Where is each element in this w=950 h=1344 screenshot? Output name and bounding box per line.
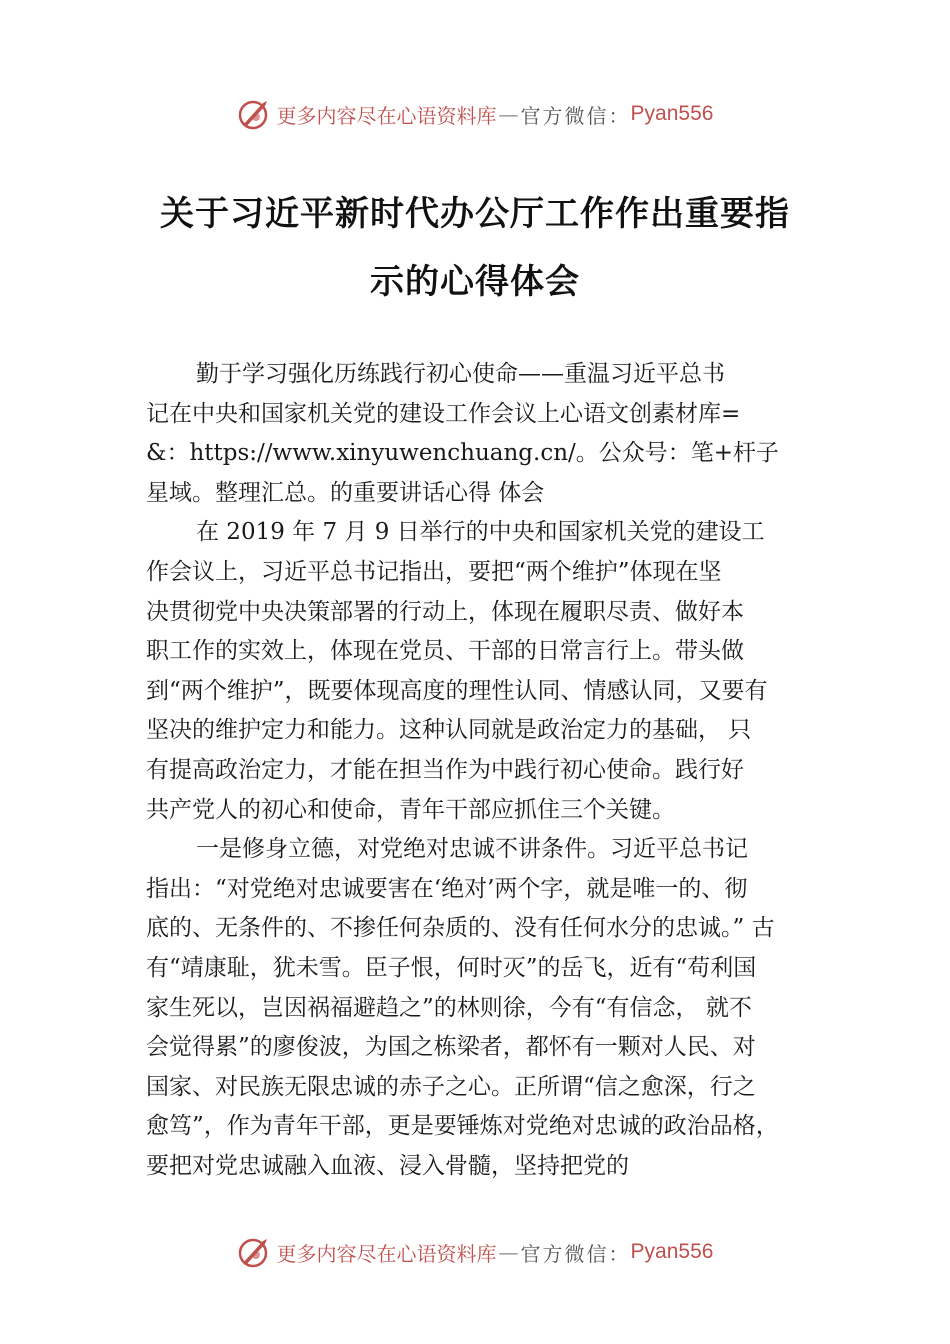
- body-line: &：https://www.xinyuwenchuang.cn/。公众号：笔+杆子: [146, 440, 780, 467]
- body-line: 愈笃”，作为青年干部，更是要锤炼对党绝对忠诚的政治品格，: [146, 1113, 779, 1140]
- document-title: [140, 180, 810, 316]
- body-line: 坚决的维护定力和能力。这种认同就是政治定力的基础， 只: [146, 717, 752, 744]
- brush-logo-icon: [237, 97, 271, 131]
- body-line: 勤于学习强化历练践行初心使命——重温习近平总书: [196, 361, 725, 387]
- body-line: 有提高政治定力，才能在担当作为中践行初心使命。践行好: [146, 756, 744, 783]
- body-line: 共产党人的初心和使命，青年干部应抓住三个关键。: [146, 796, 675, 823]
- body-line: 家生死以，岂因祸福避趋之”的林则徐，今有“有信念， 就不: [146, 994, 752, 1021]
- body-line: 职工作的实效上，体现在党员、干部的日常言行上。带头做: [146, 638, 744, 665]
- brush-logo-icon: [237, 1235, 271, 1269]
- body-line: 国家、对民族无限忠诚的赤子之心。正所谓“信之愈深，行之: [146, 1073, 756, 1100]
- banner-site-name: 更多内容尽在心语资料库: [276, 1241, 497, 1266]
- body-line: 到“两个维护”，既要体现高度的理性认同、情感认同，又要有: [146, 677, 768, 704]
- body-line: 记在中央和国家机关党的建设工作会议上心语文创素材库=: [146, 400, 741, 427]
- body-line: 在 2019 年 7 月 9 日举行的中央和国家机关党的建设工: [196, 519, 765, 546]
- body-line: 作会议上，习近平总书记指出，要把“两个维护”体现在坚: [146, 558, 722, 585]
- banner-wechat-id: Pyan556: [630, 102, 714, 125]
- header-banner: [0, 94, 950, 134]
- body-line: 会觉得累”的廖俊波，为国之栋梁者，都怀有一颗对人民、对: [146, 1034, 756, 1061]
- title-line-2: 示的心得体会: [370, 262, 580, 302]
- banner-wechat-id: Pyan556: [630, 1240, 714, 1263]
- banner-separator: —: [498, 102, 519, 126]
- footer-banner: [0, 1232, 950, 1272]
- body-line: 要把对党忠诚融入血液、浸入骨髓，坚持把党的: [146, 1152, 629, 1179]
- body-line: 决贯彻党中央决策部署的行动上，体现在履职尽责、做好本: [146, 598, 744, 625]
- body-line: 星域。整理汇总。的重要讲话心得 体会: [146, 479, 545, 506]
- body-line: 指出：“对党绝对忠诚要害在‘绝对’两个字，就是唯一的、彻: [146, 875, 748, 902]
- title-line-1: 关于习近平新时代办公厅工作作出重要指: [160, 194, 790, 234]
- banner-separator: —: [498, 1240, 519, 1264]
- body-line: 一是修身立德，对党绝对忠诚不讲条件。习近平总书记: [196, 836, 748, 863]
- document-body: [146, 355, 816, 1186]
- body-line: 底的、无条件的、不掺任何杂质的、没有任何水分的忠诚。” 古: [146, 915, 775, 942]
- banner-wechat-label: 官方微信：: [520, 1241, 631, 1266]
- banner-site-name: 更多内容尽在心语资料库: [276, 103, 497, 128]
- banner-wechat-label: 官方微信：: [520, 103, 631, 128]
- body-line: 有“靖康耻，犹未雪。臣子恨，何时灭”的岳飞，近有“苟利国: [146, 954, 757, 981]
